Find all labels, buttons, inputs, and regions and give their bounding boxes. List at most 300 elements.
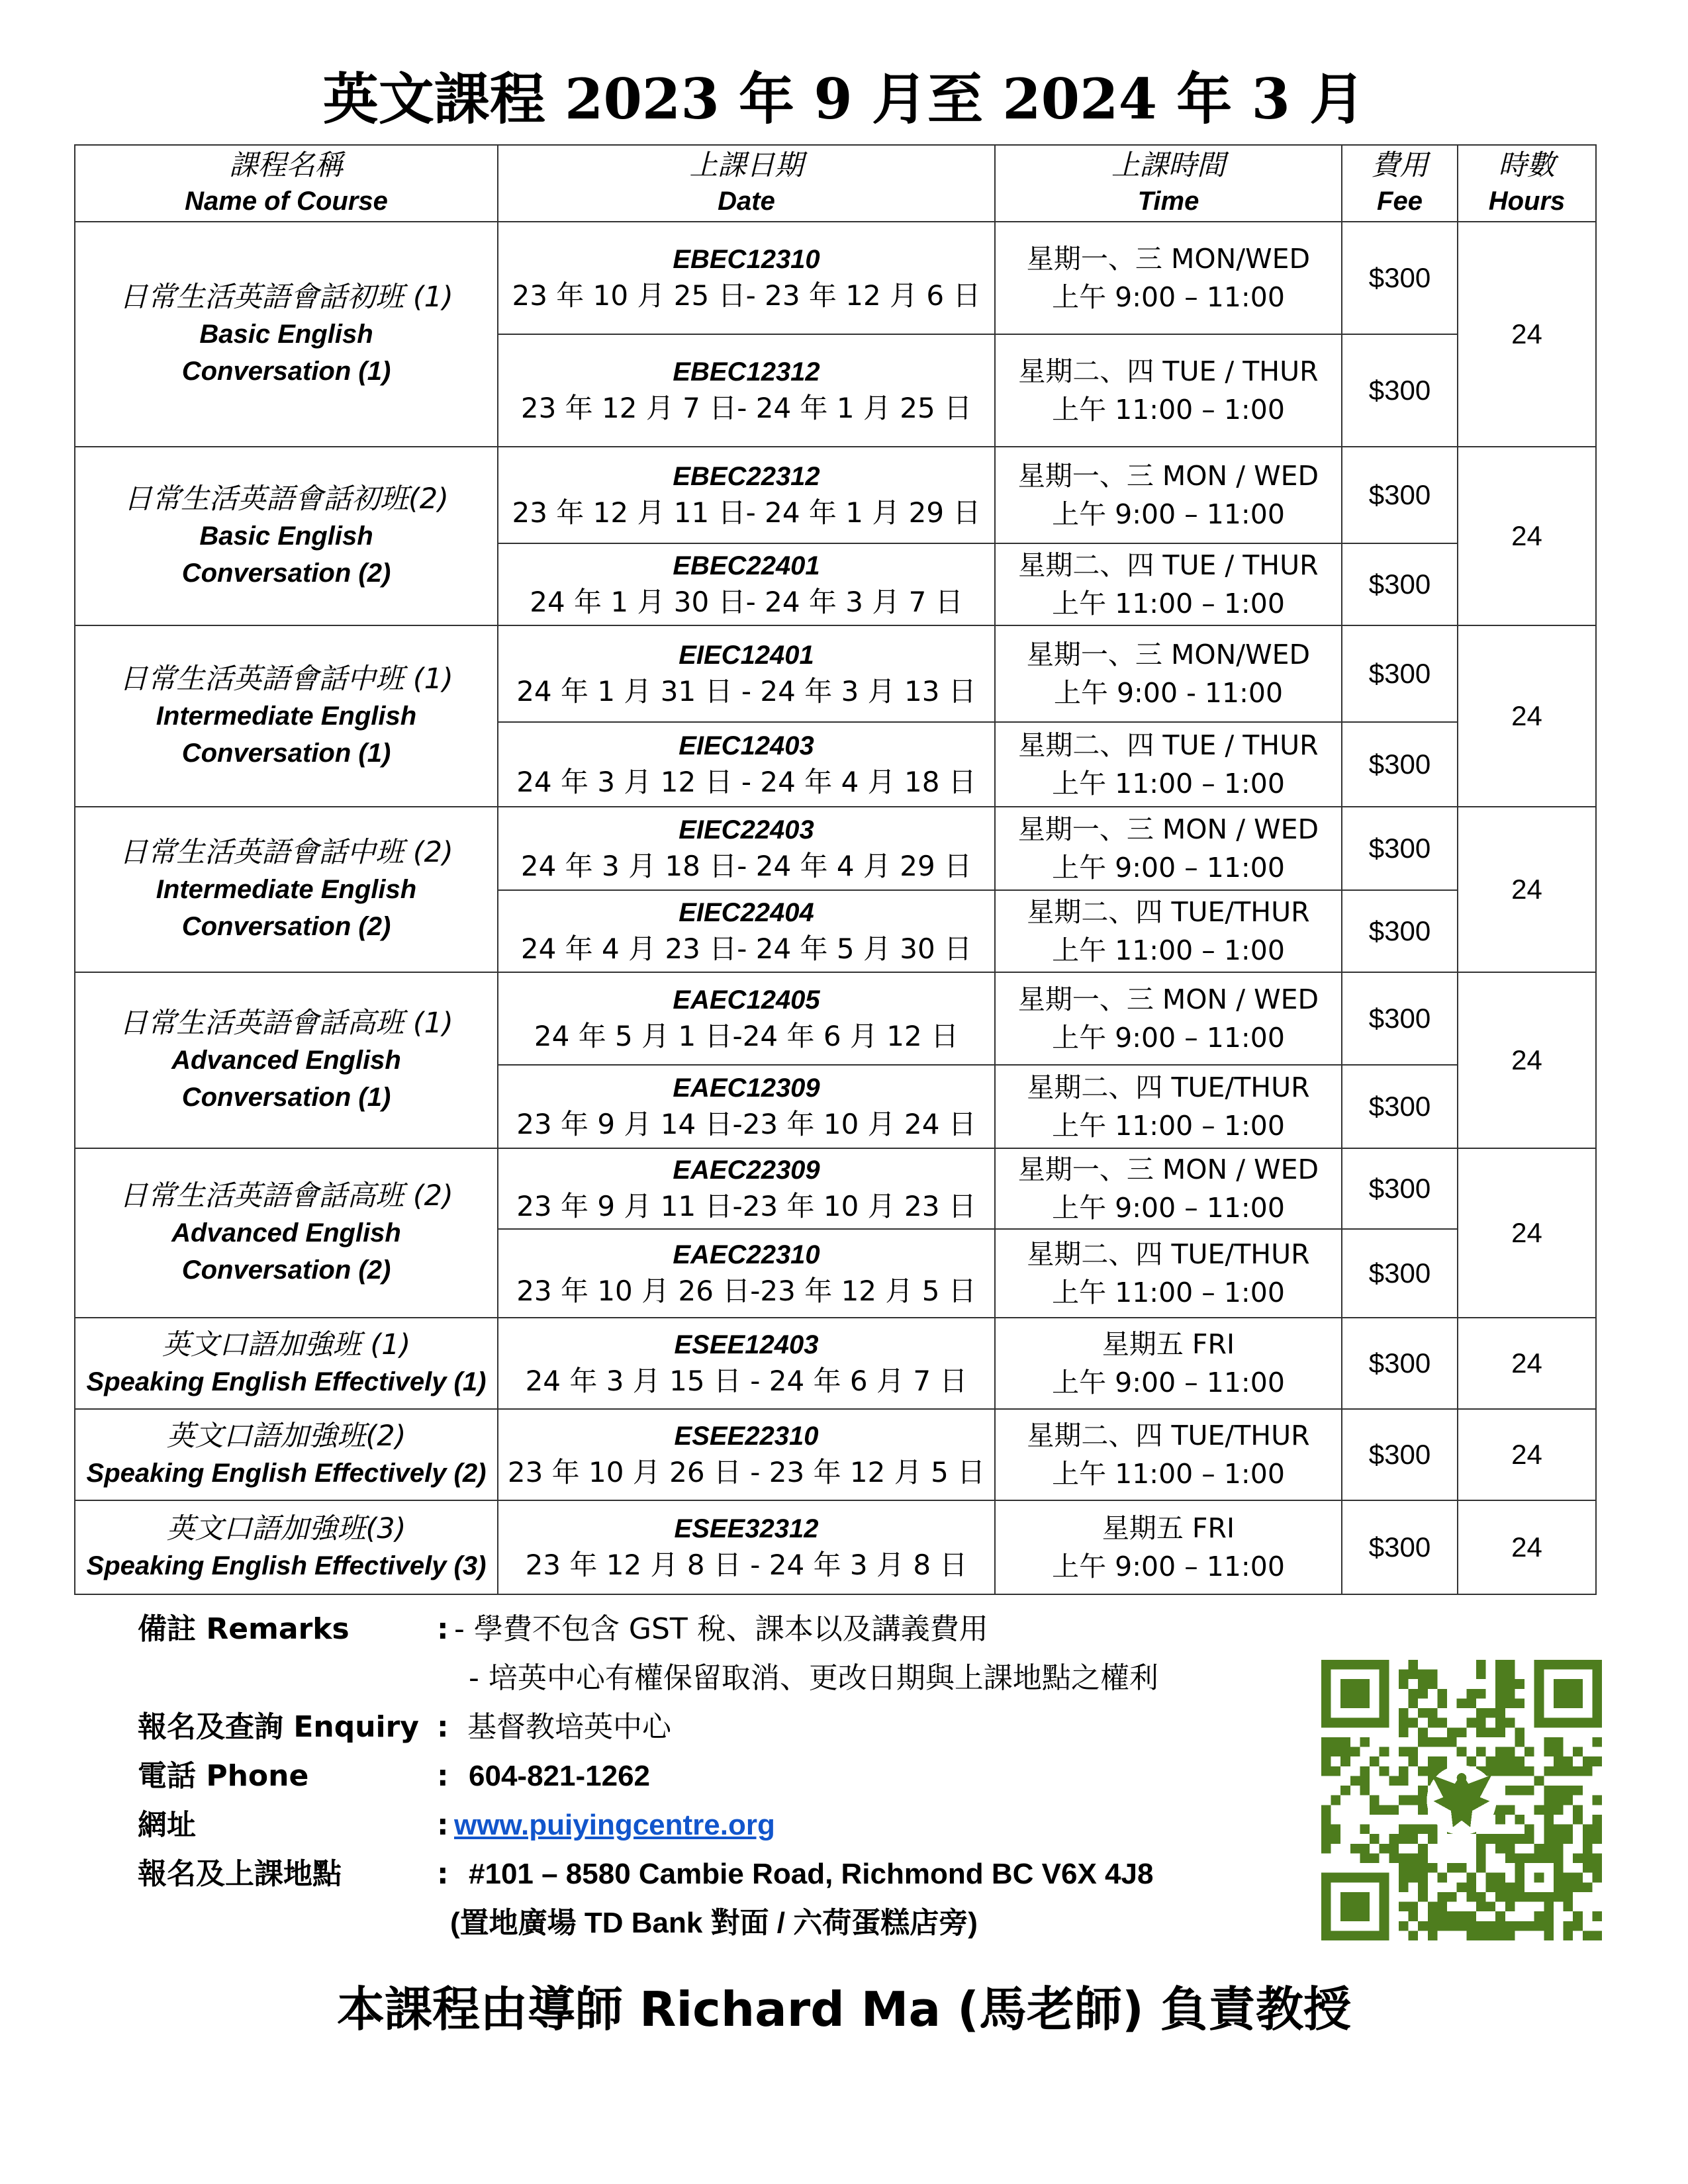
qr-module bbox=[1486, 1727, 1496, 1737]
qr-module bbox=[1564, 1834, 1573, 1844]
qr-module bbox=[1437, 1902, 1447, 1912]
qr-module bbox=[1340, 1756, 1350, 1766]
qr-module bbox=[1409, 1825, 1419, 1835]
qr-module bbox=[1495, 1747, 1505, 1757]
qr-module bbox=[1409, 1718, 1419, 1728]
date-cell: ESEE32312 23 年 12 月 8 日 - 24 年 3 月 8 日 bbox=[498, 1500, 995, 1594]
qr-module bbox=[1437, 1892, 1447, 1902]
qr-module bbox=[1331, 1834, 1341, 1844]
qr-module bbox=[1457, 1747, 1467, 1757]
qr-module bbox=[1370, 1805, 1380, 1815]
qr-module bbox=[1476, 1863, 1486, 1873]
qr-module bbox=[1399, 1921, 1409, 1931]
qr-module bbox=[1350, 1747, 1360, 1757]
qr-module bbox=[1544, 1825, 1554, 1835]
qr-module bbox=[1350, 1844, 1360, 1854]
qr-module bbox=[1495, 1834, 1505, 1844]
qr-module bbox=[1524, 1747, 1534, 1757]
qr-module bbox=[1515, 1698, 1524, 1708]
location-line bbox=[138, 1850, 1289, 1899]
qr-module bbox=[1321, 1747, 1331, 1757]
hours-cell: 24 bbox=[1458, 1409, 1596, 1500]
qr-module bbox=[1466, 1756, 1476, 1766]
time-cell: 星期二、四 TUE / THUR 上午 11:00 – 1:00 bbox=[995, 334, 1342, 447]
qr-module bbox=[1564, 1786, 1573, 1796]
qr-module bbox=[1409, 1756, 1419, 1766]
qr-module bbox=[1524, 1766, 1534, 1776]
qr-module bbox=[1437, 1698, 1447, 1708]
qr-module bbox=[1476, 1727, 1486, 1737]
qr-module bbox=[1380, 1747, 1389, 1757]
qr-module bbox=[1554, 1737, 1564, 1747]
fee-cell: $300 bbox=[1342, 1409, 1458, 1500]
qr-module bbox=[1534, 1844, 1544, 1854]
time-cell: 星期一、三 MON/WED 上午 9:00 – 11:00 bbox=[995, 222, 1342, 334]
qr-module bbox=[1592, 1796, 1602, 1805]
qr-finder-inner bbox=[1340, 1679, 1370, 1708]
qr-module bbox=[1428, 1670, 1438, 1680]
fee-cell: $300 bbox=[1342, 222, 1458, 334]
qr-module bbox=[1418, 1892, 1428, 1902]
qr-module bbox=[1515, 1766, 1524, 1776]
qr-module bbox=[1583, 1825, 1593, 1835]
time-cell: 星期五 FRI 上午 9:00 – 11:00 bbox=[995, 1500, 1342, 1594]
table-row bbox=[75, 807, 1596, 890]
table-row bbox=[75, 222, 1596, 334]
qr-module bbox=[1399, 1796, 1409, 1805]
qr-module bbox=[1554, 1834, 1564, 1844]
qr-module bbox=[1515, 1786, 1524, 1796]
qr-module bbox=[1554, 1825, 1564, 1835]
fee-cell: $300 bbox=[1342, 447, 1458, 543]
info-section bbox=[138, 1605, 1289, 1948]
qr-module bbox=[1505, 1892, 1515, 1902]
date-cell: EBEC12312 23 年 12 月 7 日- 24 年 1 月 25 日 bbox=[498, 334, 995, 447]
qr-module bbox=[1409, 1873, 1419, 1883]
qr-module bbox=[1389, 1853, 1399, 1863]
time-cell: 星期一、三 MON/WED 上午 9:00 - 11:00 bbox=[995, 625, 1342, 722]
qr-module bbox=[1447, 1911, 1457, 1921]
qr-module bbox=[1399, 1718, 1409, 1728]
qr-module bbox=[1331, 1747, 1341, 1757]
qr-module bbox=[1457, 1698, 1467, 1708]
date-cell: EIEC12401 24 年 1 月 31 日 - 24 年 3 月 13 日 bbox=[498, 625, 995, 722]
qr-module bbox=[1544, 1844, 1554, 1854]
course-name-cell: 日常生活英語會話中班 (1) Intermediate English Conversation (1) bbox=[75, 625, 498, 807]
qr-module bbox=[1534, 1776, 1544, 1786]
remarks-label: 備註 Remarks bbox=[138, 1612, 350, 1646]
qr-module bbox=[1505, 1679, 1515, 1689]
course-name-cell: 日常生活英語會話中班 (2) Intermediate English Conversation (2) bbox=[75, 807, 498, 972]
colon: : bbox=[437, 1759, 449, 1793]
qr-module bbox=[1573, 1815, 1583, 1825]
header-course: 課程名稱 Name of Course bbox=[75, 145, 498, 222]
qr-module bbox=[1418, 1670, 1428, 1680]
qr-module bbox=[1418, 1825, 1428, 1835]
qr-module bbox=[1350, 1776, 1360, 1786]
qr-module bbox=[1389, 1844, 1399, 1854]
qr-module bbox=[1495, 1756, 1505, 1766]
qr-module bbox=[1554, 1844, 1564, 1854]
qr-module bbox=[1418, 1708, 1428, 1718]
qr-module bbox=[1544, 1911, 1554, 1921]
remarks-line bbox=[138, 1654, 1289, 1703]
qr-module bbox=[1428, 1863, 1438, 1873]
header-hours: 時數 Hours bbox=[1458, 145, 1596, 222]
qr-module bbox=[1495, 1718, 1505, 1728]
table-row bbox=[75, 1409, 1596, 1500]
qr-module bbox=[1524, 1834, 1534, 1844]
qr-module bbox=[1437, 1921, 1447, 1931]
qr-module bbox=[1437, 1911, 1447, 1921]
qr-module bbox=[1418, 1873, 1428, 1883]
qr-module bbox=[1554, 1756, 1564, 1766]
qr-module bbox=[1564, 1825, 1573, 1835]
qr-module bbox=[1505, 1747, 1515, 1757]
qr-module bbox=[1486, 1921, 1496, 1931]
qr-module bbox=[1573, 1882, 1583, 1892]
qr-module bbox=[1592, 1863, 1602, 1873]
qr-module bbox=[1321, 1766, 1331, 1776]
qr-module bbox=[1447, 1737, 1457, 1747]
time-cell: 星期二、四 TUE / THUR 上午 11:00 – 1:00 bbox=[995, 722, 1342, 807]
qr-module bbox=[1428, 1766, 1438, 1776]
qr-module bbox=[1466, 1698, 1476, 1708]
qr-module bbox=[1476, 1689, 1486, 1699]
qr-module bbox=[1331, 1737, 1341, 1747]
website-label: 網址 bbox=[138, 1808, 196, 1842]
course-name-cell: 日常生活英語會話初班 (1) Basic English Conversation (1) bbox=[75, 222, 498, 447]
hours-cell: 24 bbox=[1458, 222, 1596, 447]
qr-module bbox=[1476, 1853, 1486, 1863]
qr-module bbox=[1360, 1737, 1370, 1747]
qr-module bbox=[1476, 1834, 1486, 1844]
course-name-cell: 英文口語加強班(2) Speaking English Effectively (2) bbox=[75, 1409, 498, 1500]
table-row bbox=[75, 972, 1596, 1065]
qr-module bbox=[1544, 1786, 1554, 1796]
qr-module bbox=[1466, 1931, 1476, 1940]
qr-module bbox=[1399, 1776, 1409, 1786]
qr-module bbox=[1399, 1670, 1409, 1680]
qr-module bbox=[1428, 1834, 1438, 1844]
qr-module bbox=[1564, 1902, 1573, 1912]
qr-module bbox=[1380, 1844, 1389, 1854]
course-name-cell: 日常生活英語會話高班 (1) Advanced English Conversation (1) bbox=[75, 972, 498, 1148]
colon: : bbox=[437, 1857, 449, 1891]
qr-module bbox=[1515, 1815, 1524, 1825]
qr-module bbox=[1573, 1805, 1583, 1815]
location-line bbox=[138, 1899, 1289, 1948]
qr-module bbox=[1457, 1911, 1467, 1921]
qr-module bbox=[1428, 1737, 1438, 1747]
qr-module bbox=[1476, 1921, 1486, 1931]
remarks-line-1: - 學費不包含 GST 稅、課本以及講義費用 bbox=[454, 1612, 988, 1646]
qr-module bbox=[1466, 1882, 1476, 1892]
qr-module bbox=[1495, 1660, 1505, 1670]
qr-module bbox=[1564, 1931, 1573, 1940]
qr-module bbox=[1505, 1689, 1515, 1699]
qr-module bbox=[1331, 1796, 1341, 1805]
qr-module bbox=[1321, 1805, 1331, 1815]
qr-module bbox=[1447, 1727, 1457, 1737]
fee-cell: $300 bbox=[1342, 890, 1458, 972]
qr-module bbox=[1583, 1756, 1593, 1766]
qr-module bbox=[1544, 1834, 1554, 1844]
qr-module bbox=[1476, 1844, 1486, 1854]
qr-module bbox=[1409, 1796, 1419, 1805]
qr-module bbox=[1399, 1834, 1409, 1844]
qr-module bbox=[1564, 1921, 1573, 1931]
qr-module bbox=[1495, 1766, 1505, 1776]
time-cell: 星期一、三 MON / WED 上午 9:00 – 11:00 bbox=[995, 447, 1342, 543]
qr-module bbox=[1399, 1708, 1409, 1718]
qr-module bbox=[1544, 1815, 1554, 1825]
qr-module bbox=[1360, 1786, 1370, 1796]
qr-module bbox=[1495, 1931, 1505, 1940]
table-header-row bbox=[75, 145, 1596, 222]
qr-module bbox=[1505, 1756, 1515, 1766]
qr-module bbox=[1389, 1776, 1399, 1786]
qr-module bbox=[1340, 1737, 1350, 1747]
qr-module bbox=[1476, 1931, 1486, 1940]
qr-module bbox=[1515, 1727, 1524, 1737]
phone-line bbox=[138, 1752, 1289, 1801]
qr-module bbox=[1428, 1931, 1438, 1940]
time-cell: 星期二、四 TUE / THUR 上午 11:00 – 1:00 bbox=[995, 543, 1342, 625]
qr-module bbox=[1428, 1921, 1438, 1931]
qr-module bbox=[1544, 1737, 1554, 1747]
qr-module bbox=[1476, 1902, 1486, 1912]
qr-module bbox=[1399, 1882, 1409, 1892]
qr-module bbox=[1544, 1902, 1554, 1912]
hours-cell: 24 bbox=[1458, 625, 1596, 807]
qr-module bbox=[1544, 1931, 1554, 1940]
hours-cell: 24 bbox=[1458, 447, 1596, 625]
qr-module bbox=[1428, 1911, 1438, 1921]
qr-module bbox=[1321, 1825, 1331, 1835]
qr-module bbox=[1428, 1902, 1438, 1912]
qr-module bbox=[1554, 1786, 1564, 1796]
location-landmark: (置地廣場 TD Bank 對面 / 六荷蛋糕店旁) bbox=[450, 1907, 978, 1939]
qr-module bbox=[1321, 1756, 1331, 1766]
qr-module bbox=[1409, 1660, 1419, 1670]
header-time: 上課時間 Time bbox=[995, 145, 1342, 222]
qr-module bbox=[1331, 1825, 1341, 1835]
qr-module bbox=[1360, 1853, 1370, 1863]
qr-module bbox=[1573, 1921, 1583, 1931]
qr-module bbox=[1418, 1863, 1428, 1873]
qr-module bbox=[1331, 1766, 1341, 1776]
qr-module bbox=[1505, 1805, 1515, 1815]
date-cell: EAEC12405 24 年 5 月 1 日-24 年 6 月 12 日 bbox=[498, 972, 995, 1065]
hours-cell: 24 bbox=[1458, 972, 1596, 1148]
qr-module bbox=[1505, 1882, 1515, 1892]
qr-module bbox=[1447, 1921, 1457, 1931]
qr-module bbox=[1564, 1892, 1573, 1902]
qr-align-inner bbox=[1534, 1873, 1544, 1883]
qr-module bbox=[1466, 1718, 1476, 1728]
hours-cell: 24 bbox=[1458, 1500, 1596, 1594]
time-cell: 星期一、三 MON / WED 上午 9:00 – 11:00 bbox=[995, 1148, 1342, 1229]
qr-module bbox=[1592, 1825, 1602, 1835]
date-cell: EBEC22312 23 年 12 月 11 日- 24 年 1 月 29 日 bbox=[498, 447, 995, 543]
qr-module bbox=[1573, 1873, 1583, 1883]
qr-module bbox=[1495, 1815, 1505, 1825]
qr-module bbox=[1495, 1844, 1505, 1854]
qr-module bbox=[1370, 1834, 1380, 1844]
table-row bbox=[75, 1500, 1596, 1594]
course-name-cell: 日常生活英語會話高班 (2) Advanced English Conversation (2) bbox=[75, 1148, 498, 1318]
qr-module bbox=[1505, 1718, 1515, 1728]
qr-module bbox=[1399, 1679, 1409, 1689]
qr-module bbox=[1340, 1786, 1350, 1796]
qr-module bbox=[1418, 1805, 1428, 1815]
fee-cell: $300 bbox=[1342, 1500, 1458, 1594]
date-cell: EIEC12403 24 年 3 月 12 日 - 24 年 4 月 18 日 bbox=[498, 722, 995, 807]
qr-module bbox=[1592, 1756, 1602, 1766]
qr-module bbox=[1486, 1766, 1496, 1776]
qr-module bbox=[1447, 1863, 1457, 1873]
qr-module bbox=[1495, 1698, 1505, 1708]
remarks-line bbox=[138, 1605, 1289, 1654]
fee-cell: $300 bbox=[1342, 1229, 1458, 1318]
qr-module bbox=[1399, 1863, 1409, 1873]
qr-module bbox=[1476, 1718, 1486, 1728]
date-cell: EIEC22403 24 年 3 月 18 日- 24 年 4 月 29 日 bbox=[498, 807, 995, 890]
hours-cell: 24 bbox=[1458, 1318, 1596, 1409]
qr-module bbox=[1583, 1931, 1593, 1940]
qr-module bbox=[1428, 1756, 1438, 1766]
qr-module bbox=[1495, 1911, 1505, 1921]
hours-cell: 24 bbox=[1458, 1148, 1596, 1318]
qr-module bbox=[1495, 1708, 1505, 1718]
qr-module bbox=[1418, 1766, 1428, 1776]
qr-module bbox=[1573, 1786, 1583, 1796]
qr-module bbox=[1418, 1844, 1428, 1854]
qr-module bbox=[1534, 1911, 1544, 1921]
date-cell: EAEC12309 23 年 9 月 14 日-23 年 10 月 24 日 bbox=[498, 1065, 995, 1148]
qr-module bbox=[1418, 1921, 1428, 1931]
qr-module bbox=[1418, 1679, 1428, 1689]
qr-module bbox=[1437, 1737, 1447, 1747]
qr-module bbox=[1380, 1805, 1389, 1815]
fee-cell: $300 bbox=[1342, 1148, 1458, 1229]
qr-module bbox=[1457, 1727, 1467, 1737]
qr-module bbox=[1515, 1756, 1524, 1766]
qr-module bbox=[1495, 1679, 1505, 1689]
qr-module bbox=[1340, 1747, 1350, 1757]
qr-module bbox=[1409, 1747, 1419, 1757]
qr-module bbox=[1524, 1786, 1534, 1796]
qr-module bbox=[1592, 1853, 1602, 1863]
time-cell: 星期二、四 TUE/THUR 上午 11:00 – 1:00 bbox=[995, 1229, 1342, 1318]
qr-module bbox=[1418, 1796, 1428, 1805]
colon: : bbox=[437, 1808, 449, 1842]
qr-module bbox=[1505, 1931, 1515, 1940]
qr-module bbox=[1428, 1708, 1438, 1718]
qr-module bbox=[1505, 1921, 1515, 1931]
qr-module bbox=[1592, 1911, 1602, 1921]
qr-module bbox=[1554, 1766, 1564, 1776]
qr-module bbox=[1505, 1853, 1515, 1863]
qr-module bbox=[1418, 1882, 1428, 1892]
qr-module bbox=[1370, 1853, 1380, 1863]
qr-module bbox=[1476, 1708, 1486, 1718]
qr-module bbox=[1476, 1660, 1486, 1670]
website-line bbox=[138, 1801, 1289, 1850]
course-name-cell: 英文口語加強班 (1) Speaking English Effectively (1) bbox=[75, 1318, 498, 1409]
qr-module bbox=[1583, 1844, 1593, 1854]
fee-cell: $300 bbox=[1342, 1318, 1458, 1409]
qr-module bbox=[1409, 1902, 1419, 1912]
qr-module bbox=[1505, 1698, 1515, 1708]
qr-module bbox=[1515, 1921, 1524, 1931]
date-cell: ESEE12403 24 年 3 月 15 日 - 24 年 6 月 7 日 bbox=[498, 1318, 995, 1409]
qr-module bbox=[1360, 1844, 1370, 1854]
qr-module bbox=[1399, 1825, 1409, 1835]
qr-module bbox=[1515, 1679, 1524, 1689]
qr-module bbox=[1486, 1834, 1496, 1844]
qr-module bbox=[1428, 1679, 1438, 1689]
qr-module bbox=[1573, 1911, 1583, 1921]
qr-module bbox=[1544, 1766, 1554, 1776]
qr-module bbox=[1515, 1737, 1524, 1747]
qr-module bbox=[1437, 1718, 1447, 1728]
qr-module bbox=[1544, 1747, 1554, 1757]
website-link[interactable]: www.puiyingcentre.org bbox=[454, 1809, 775, 1841]
qr-module bbox=[1583, 1863, 1593, 1873]
qr-module bbox=[1515, 1834, 1524, 1844]
qr-module bbox=[1505, 1670, 1515, 1680]
qr-module bbox=[1437, 1873, 1447, 1883]
qr-code-icon bbox=[1321, 1660, 1602, 1940]
colon: : bbox=[437, 1710, 449, 1744]
qr-module bbox=[1409, 1834, 1419, 1844]
course-schedule-table bbox=[74, 144, 1597, 1595]
course-name-cell: 英文口語加強班(3) Speaking English Effectively (3) bbox=[75, 1500, 498, 1594]
qr-module bbox=[1564, 1766, 1573, 1776]
qr-module bbox=[1544, 1796, 1554, 1805]
qr-module bbox=[1592, 1815, 1602, 1825]
qr-module bbox=[1486, 1931, 1496, 1940]
phone-value: 604-821-1262 bbox=[469, 1760, 651, 1792]
qr-module bbox=[1583, 1882, 1593, 1892]
qr-module bbox=[1457, 1921, 1467, 1931]
qr-module bbox=[1505, 1902, 1515, 1912]
qr-module bbox=[1418, 1737, 1428, 1747]
qr-module bbox=[1466, 1892, 1476, 1902]
course-name-cell: 日常生活英語會話初班(2) Basic English Conversation (2) bbox=[75, 447, 498, 625]
qr-module bbox=[1370, 1796, 1380, 1805]
qr-module bbox=[1495, 1689, 1505, 1699]
qr-module bbox=[1534, 1805, 1544, 1815]
qr-module bbox=[1466, 1689, 1476, 1699]
qr-module bbox=[1399, 1873, 1409, 1883]
qr-module bbox=[1399, 1853, 1409, 1863]
date-cell: ESEE22310 23 年 10 月 26 日 - 23 年 12 月 5 日 bbox=[498, 1409, 995, 1500]
location-label: 報名及上課地點 bbox=[138, 1857, 342, 1891]
qr-finder-inner bbox=[1340, 1892, 1370, 1921]
qr-module bbox=[1466, 1911, 1476, 1921]
qr-module bbox=[1399, 1727, 1409, 1737]
time-cell: 星期二、四 TUE/THUR 上午 11:00 – 1:00 bbox=[995, 1065, 1342, 1148]
qr-module bbox=[1486, 1756, 1496, 1766]
qr-module bbox=[1495, 1873, 1505, 1883]
fee-cell: $300 bbox=[1342, 972, 1458, 1065]
fee-cell: $300 bbox=[1342, 334, 1458, 447]
qr-module bbox=[1583, 1853, 1593, 1863]
qr-module bbox=[1389, 1805, 1399, 1815]
